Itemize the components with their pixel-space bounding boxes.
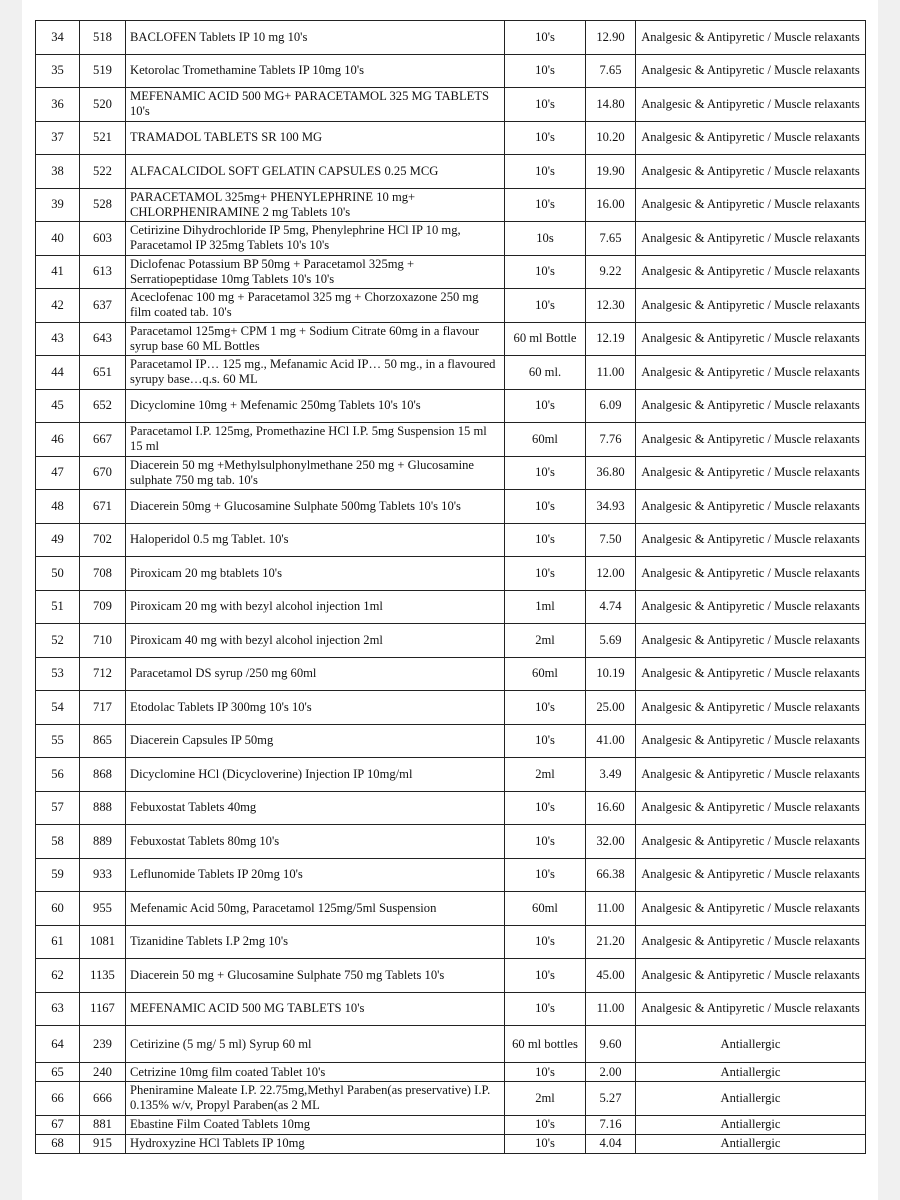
table-row [36, 155, 866, 189]
pack-size-cell: 60 ml Bottle [505, 322, 586, 356]
table-row [36, 289, 866, 323]
pack-size-cell: 10's [505, 959, 586, 993]
price-cell: 7.50 [586, 523, 636, 557]
category-cell: Analgesic & Antipyretic / Muscle relaxants [636, 657, 866, 691]
item-code-cell: 865 [80, 724, 126, 758]
category-cell: Analgesic & Antipyretic / Muscle relaxants [636, 791, 866, 825]
pack-size-cell: 10's [505, 825, 586, 859]
price-cell: 25.00 [586, 691, 636, 725]
drug-name-cell: PARACETAMOL 325mg+ PHENYLEPHRINE 10 mg+ CHLORPHENIRAMINE 2 mg Tablets 10's [126, 188, 505, 222]
table-row [36, 657, 866, 691]
serial-number-cell: 66 [36, 1082, 80, 1116]
price-cell: 7.16 [586, 1115, 636, 1134]
table-row [36, 1082, 866, 1116]
price-cell: 9.60 [586, 1026, 636, 1063]
price-cell: 10.19 [586, 657, 636, 691]
serial-number-cell: 48 [36, 490, 80, 524]
drug-name-cell: Febuxostat Tablets 40mg [126, 791, 505, 825]
category-cell: Analgesic & Antipyretic / Muscle relaxants [636, 121, 866, 155]
table-row [36, 423, 866, 457]
table-row [36, 1063, 866, 1082]
table-row [36, 88, 866, 122]
item-code-cell: 709 [80, 590, 126, 624]
table-row [36, 255, 866, 289]
category-cell: Antiallergic [636, 1026, 866, 1063]
pack-size-cell: 10's [505, 54, 586, 88]
drug-name-cell: Etodolac Tablets IP 300mg 10's 10's [126, 691, 505, 725]
table-row [36, 557, 866, 591]
pack-size-cell: 10's [505, 557, 586, 591]
drug-name-cell: Paracetamol 125mg+ CPM 1 mg + Sodium Citrate 60mg in a flavour syrup base 60 ML Bottles [126, 322, 505, 356]
item-code-cell: 528 [80, 188, 126, 222]
category-cell: Analgesic & Antipyretic / Muscle relaxants [636, 724, 866, 758]
item-code-cell: 637 [80, 289, 126, 323]
item-code-cell: 712 [80, 657, 126, 691]
serial-number-cell: 60 [36, 892, 80, 926]
item-code-cell: 955 [80, 892, 126, 926]
category-cell: Analgesic & Antipyretic / Muscle relaxants [636, 490, 866, 524]
serial-number-cell: 52 [36, 624, 80, 658]
pack-size-cell: 10's [505, 188, 586, 222]
price-cell: 32.00 [586, 825, 636, 859]
serial-number-cell: 43 [36, 322, 80, 356]
category-cell: Analgesic & Antipyretic / Muscle relaxants [636, 925, 866, 959]
serial-number-cell: 65 [36, 1063, 80, 1082]
drug-name-cell: Piroxicam 40 mg with bezyl alcohol injection 2ml [126, 624, 505, 658]
table-row [36, 222, 866, 256]
drug-name-cell: Pheniramine Maleate I.P. 22.75mg,Methyl Paraben(as preservative) I.P. 0.135% w/v, Propyl Paraben(as 2 ML [126, 1082, 505, 1116]
pack-size-cell: 60ml [505, 657, 586, 691]
table-row [36, 523, 866, 557]
item-code-cell: 717 [80, 691, 126, 725]
drug-name-cell: Piroxicam 20 mg with bezyl alcohol injection 1ml [126, 590, 505, 624]
category-cell: Analgesic & Antipyretic / Muscle relaxants [636, 255, 866, 289]
table-row [36, 590, 866, 624]
price-cell: 9.22 [586, 255, 636, 289]
serial-number-cell: 63 [36, 992, 80, 1026]
price-cell: 14.80 [586, 88, 636, 122]
item-code-cell: 888 [80, 791, 126, 825]
price-cell: 2.00 [586, 1063, 636, 1082]
drug-name-cell: Paracetamol I.P. 125mg, Promethazine HCl I.P. 5mg Suspension 15 ml 15 ml [126, 423, 505, 457]
drug-name-cell: Haloperidol 0.5 mg Tablet. 10's [126, 523, 505, 557]
price-cell: 12.00 [586, 557, 636, 591]
item-code-cell: 915 [80, 1134, 126, 1153]
price-cell: 7.65 [586, 222, 636, 256]
serial-number-cell: 42 [36, 289, 80, 323]
price-cell: 7.65 [586, 54, 636, 88]
pack-size-cell: 10's [505, 456, 586, 490]
price-cell: 36.80 [586, 456, 636, 490]
category-cell: Analgesic & Antipyretic / Muscle relaxants [636, 758, 866, 792]
drug-name-cell: Ebastine Film Coated Tablets 10mg [126, 1115, 505, 1134]
pack-size-cell: 10's [505, 21, 586, 55]
table-row [36, 691, 866, 725]
serial-number-cell: 50 [36, 557, 80, 591]
drug-name-cell: Diacerein 50 mg +Methylsulphonylmethane 250 mg + Glucosamine sulphate 750 mg tab. 10's [126, 456, 505, 490]
pack-size-cell: 2ml [505, 624, 586, 658]
item-code-cell: 889 [80, 825, 126, 859]
pack-size-cell: 10's [505, 925, 586, 959]
item-code-cell: 1135 [80, 959, 126, 993]
serial-number-cell: 37 [36, 121, 80, 155]
document-page [22, 0, 878, 1200]
category-cell: Analgesic & Antipyretic / Muscle relaxants [636, 188, 866, 222]
pack-size-cell: 10's [505, 523, 586, 557]
item-code-cell: 671 [80, 490, 126, 524]
pack-size-cell: 10's [505, 255, 586, 289]
price-cell: 16.00 [586, 188, 636, 222]
price-cell: 41.00 [586, 724, 636, 758]
serial-number-cell: 38 [36, 155, 80, 189]
price-cell: 11.00 [586, 356, 636, 390]
drug-name-cell: Paracetamol IP… 125 mg., Mefanamic Acid IP… 50 mg., in a flavoured syrupy base…q.s. 60 ML [126, 356, 505, 390]
table-row [36, 791, 866, 825]
category-cell: Analgesic & Antipyretic / Muscle relaxants [636, 858, 866, 892]
item-code-cell: 518 [80, 21, 126, 55]
serial-number-cell: 34 [36, 21, 80, 55]
item-code-cell: 520 [80, 88, 126, 122]
serial-number-cell: 59 [36, 858, 80, 892]
serial-number-cell: 61 [36, 925, 80, 959]
pack-size-cell: 10's [505, 88, 586, 122]
drug-name-cell: Paracetamol DS syrup /250 mg 60ml [126, 657, 505, 691]
category-cell: Analgesic & Antipyretic / Muscle relaxants [636, 356, 866, 390]
pack-size-cell: 10's [505, 858, 586, 892]
pack-size-cell: 10's [505, 1134, 586, 1153]
drug-name-cell: MEFENAMIC ACID 500 MG TABLETS 10's [126, 992, 505, 1026]
drug-name-cell: Diacerein 50mg + Glucosamine Sulphate 500mg Tablets 10's 10's [126, 490, 505, 524]
price-cell: 6.09 [586, 389, 636, 423]
table-row [36, 21, 866, 55]
table-row [36, 121, 866, 155]
serial-number-cell: 45 [36, 389, 80, 423]
drug-name-cell: MEFENAMIC ACID 500 MG+ PARACETAMOL 325 MG TABLETS 10's [126, 88, 505, 122]
table-row [36, 959, 866, 993]
category-cell: Analgesic & Antipyretic / Muscle relaxants [636, 959, 866, 993]
serial-number-cell: 54 [36, 691, 80, 725]
price-cell: 11.00 [586, 892, 636, 926]
category-cell: Analgesic & Antipyretic / Muscle relaxants [636, 389, 866, 423]
drug-name-cell: Hydroxyzine HCl Tablets IP 10mg [126, 1134, 505, 1153]
pack-size-cell: 60 ml. [505, 356, 586, 390]
pack-size-cell: 1ml [505, 590, 586, 624]
item-code-cell: 933 [80, 858, 126, 892]
price-cell: 4.04 [586, 1134, 636, 1153]
price-cell: 34.93 [586, 490, 636, 524]
table-body [36, 21, 866, 1154]
serial-number-cell: 58 [36, 825, 80, 859]
drug-name-cell: Tizanidine Tablets I.P 2mg 10's [126, 925, 505, 959]
serial-number-cell: 36 [36, 88, 80, 122]
item-code-cell: 521 [80, 121, 126, 155]
table-row [36, 825, 866, 859]
item-code-cell: 670 [80, 456, 126, 490]
category-cell: Analgesic & Antipyretic / Muscle relaxants [636, 322, 866, 356]
drug-name-cell: Ketorolac Tromethamine Tablets IP 10mg 10's [126, 54, 505, 88]
serial-number-cell: 46 [36, 423, 80, 457]
drug-name-cell: Cetirizine Dihydrochloride IP 5mg, Phenylephrine HCl IP 10 mg, Paracetamol IP 325mg Tablets 10's 10's [126, 222, 505, 256]
pack-size-cell: 10s [505, 222, 586, 256]
pack-size-cell: 10's [505, 289, 586, 323]
price-cell: 3.49 [586, 758, 636, 792]
pack-size-cell: 10's [505, 724, 586, 758]
pack-size-cell: 10's [505, 389, 586, 423]
category-cell: Antiallergic [636, 1063, 866, 1082]
item-code-cell: 240 [80, 1063, 126, 1082]
serial-number-cell: 56 [36, 758, 80, 792]
serial-number-cell: 39 [36, 188, 80, 222]
item-code-cell: 603 [80, 222, 126, 256]
item-code-cell: 522 [80, 155, 126, 189]
drug-name-cell: TRAMADOL TABLETS SR 100 MG [126, 121, 505, 155]
item-code-cell: 868 [80, 758, 126, 792]
price-cell: 19.90 [586, 155, 636, 189]
category-cell: Analgesic & Antipyretic / Muscle relaxants [636, 825, 866, 859]
item-code-cell: 1081 [80, 925, 126, 959]
pack-size-cell: 10's [505, 121, 586, 155]
category-cell: Analgesic & Antipyretic / Muscle relaxants [636, 456, 866, 490]
price-cell: 21.20 [586, 925, 636, 959]
category-cell: Analgesic & Antipyretic / Muscle relaxants [636, 222, 866, 256]
table-row [36, 758, 866, 792]
category-cell: Analgesic & Antipyretic / Muscle relaxants [636, 557, 866, 591]
serial-number-cell: 68 [36, 1134, 80, 1153]
category-cell: Analgesic & Antipyretic / Muscle relaxants [636, 691, 866, 725]
serial-number-cell: 35 [36, 54, 80, 88]
drug-name-cell: Cetrizine 10mg film coated Tablet 10's [126, 1063, 505, 1082]
price-cell: 4.74 [586, 590, 636, 624]
serial-number-cell: 57 [36, 791, 80, 825]
price-cell: 12.19 [586, 322, 636, 356]
drug-name-cell: Aceclofenac 100 mg + Paracetamol 325 mg + Chorzoxazone 250 mg film coated tab. 10's [126, 289, 505, 323]
item-code-cell: 666 [80, 1082, 126, 1116]
item-code-cell: 652 [80, 389, 126, 423]
table-row [36, 456, 866, 490]
item-code-cell: 708 [80, 557, 126, 591]
category-cell: Analgesic & Antipyretic / Muscle relaxants [636, 892, 866, 926]
price-cell: 66.38 [586, 858, 636, 892]
category-cell: Analgesic & Antipyretic / Muscle relaxants [636, 88, 866, 122]
serial-number-cell: 40 [36, 222, 80, 256]
category-cell: Analgesic & Antipyretic / Muscle relaxants [636, 624, 866, 658]
pack-size-cell: 10's [505, 490, 586, 524]
pack-size-cell: 10's [505, 1063, 586, 1082]
table-row [36, 925, 866, 959]
category-cell: Antiallergic [636, 1115, 866, 1134]
table-row [36, 992, 866, 1026]
table-row [36, 858, 866, 892]
serial-number-cell: 49 [36, 523, 80, 557]
table-row [36, 389, 866, 423]
price-cell: 16.60 [586, 791, 636, 825]
category-cell: Analgesic & Antipyretic / Muscle relaxants [636, 289, 866, 323]
serial-number-cell: 44 [36, 356, 80, 390]
category-cell: Antiallergic [636, 1134, 866, 1153]
price-cell: 45.00 [586, 959, 636, 993]
drug-name-cell: Mefenamic Acid 50mg, Paracetamol 125mg/5ml Suspension [126, 892, 505, 926]
category-cell: Analgesic & Antipyretic / Muscle relaxants [636, 992, 866, 1026]
drug-name-cell: Piroxicam 20 mg btablets 10's [126, 557, 505, 591]
item-code-cell: 613 [80, 255, 126, 289]
pack-size-cell: 10's [505, 1115, 586, 1134]
price-list-table [35, 20, 866, 1154]
table-row [36, 1115, 866, 1134]
drug-name-cell: Dicyclomine 10mg + Mefenamic 250mg Tablets 10's 10's [126, 389, 505, 423]
item-code-cell: 667 [80, 423, 126, 457]
table-row [36, 322, 866, 356]
category-cell: Antiallergic [636, 1082, 866, 1116]
drug-name-cell: Diacerein Capsules IP 50mg [126, 724, 505, 758]
drug-name-cell: Diclofenac Potassium BP 50mg + Paracetamol 325mg + Serratiopeptidase 10mg Tablets 10's 10's [126, 255, 505, 289]
pack-size-cell: 10's [505, 992, 586, 1026]
category-cell: Analgesic & Antipyretic / Muscle relaxants [636, 54, 866, 88]
item-code-cell: 881 [80, 1115, 126, 1134]
serial-number-cell: 47 [36, 456, 80, 490]
drug-name-cell: Leflunomide Tablets IP 20mg 10's [126, 858, 505, 892]
pack-size-cell: 60ml [505, 892, 586, 926]
pack-size-cell: 10's [505, 155, 586, 189]
price-cell: 7.76 [586, 423, 636, 457]
item-code-cell: 643 [80, 322, 126, 356]
price-cell: 5.27 [586, 1082, 636, 1116]
drug-name-cell: BACLOFEN Tablets IP 10 mg 10's [126, 21, 505, 55]
table-row [36, 356, 866, 390]
category-cell: Analgesic & Antipyretic / Muscle relaxants [636, 590, 866, 624]
table-row [36, 188, 866, 222]
serial-number-cell: 55 [36, 724, 80, 758]
drug-name-cell: Diacerein 50 mg + Glucosamine Sulphate 750 mg Tablets 10's [126, 959, 505, 993]
category-cell: Analgesic & Antipyretic / Muscle relaxants [636, 523, 866, 557]
price-cell: 5.69 [586, 624, 636, 658]
price-cell: 11.00 [586, 992, 636, 1026]
item-code-cell: 702 [80, 523, 126, 557]
item-code-cell: 1167 [80, 992, 126, 1026]
table-row [36, 724, 866, 758]
price-cell: 12.30 [586, 289, 636, 323]
drug-name-cell: Cetirizine (5 mg/ 5 ml) Syrup 60 ml [126, 1026, 505, 1063]
table-row [36, 1134, 866, 1153]
category-cell: Analgesic & Antipyretic / Muscle relaxants [636, 423, 866, 457]
table-row [36, 892, 866, 926]
serial-number-cell: 62 [36, 959, 80, 993]
pack-size-cell: 10's [505, 691, 586, 725]
pack-size-cell: 60 ml bottles [505, 1026, 586, 1063]
pack-size-cell: 60ml [505, 423, 586, 457]
price-cell: 10.20 [586, 121, 636, 155]
table-row [36, 624, 866, 658]
item-code-cell: 710 [80, 624, 126, 658]
serial-number-cell: 64 [36, 1026, 80, 1063]
table-row [36, 54, 866, 88]
pack-size-cell: 10's [505, 791, 586, 825]
serial-number-cell: 41 [36, 255, 80, 289]
category-cell: Analgesic & Antipyretic / Muscle relaxants [636, 21, 866, 55]
item-code-cell: 651 [80, 356, 126, 390]
serial-number-cell: 67 [36, 1115, 80, 1134]
pack-size-cell: 2ml [505, 1082, 586, 1116]
price-cell: 12.90 [586, 21, 636, 55]
table-row [36, 1026, 866, 1063]
table-row [36, 490, 866, 524]
drug-name-cell: ALFACALCIDOL SOFT GELATIN CAPSULES 0.25 MCG [126, 155, 505, 189]
item-code-cell: 519 [80, 54, 126, 88]
item-code-cell: 239 [80, 1026, 126, 1063]
pack-size-cell: 2ml [505, 758, 586, 792]
serial-number-cell: 51 [36, 590, 80, 624]
category-cell: Analgesic & Antipyretic / Muscle relaxants [636, 155, 866, 189]
drug-name-cell: Dicyclomine HCl (Dicycloverine) Injection IP 10mg/ml [126, 758, 505, 792]
drug-name-cell: Febuxostat Tablets 80mg 10's [126, 825, 505, 859]
serial-number-cell: 53 [36, 657, 80, 691]
